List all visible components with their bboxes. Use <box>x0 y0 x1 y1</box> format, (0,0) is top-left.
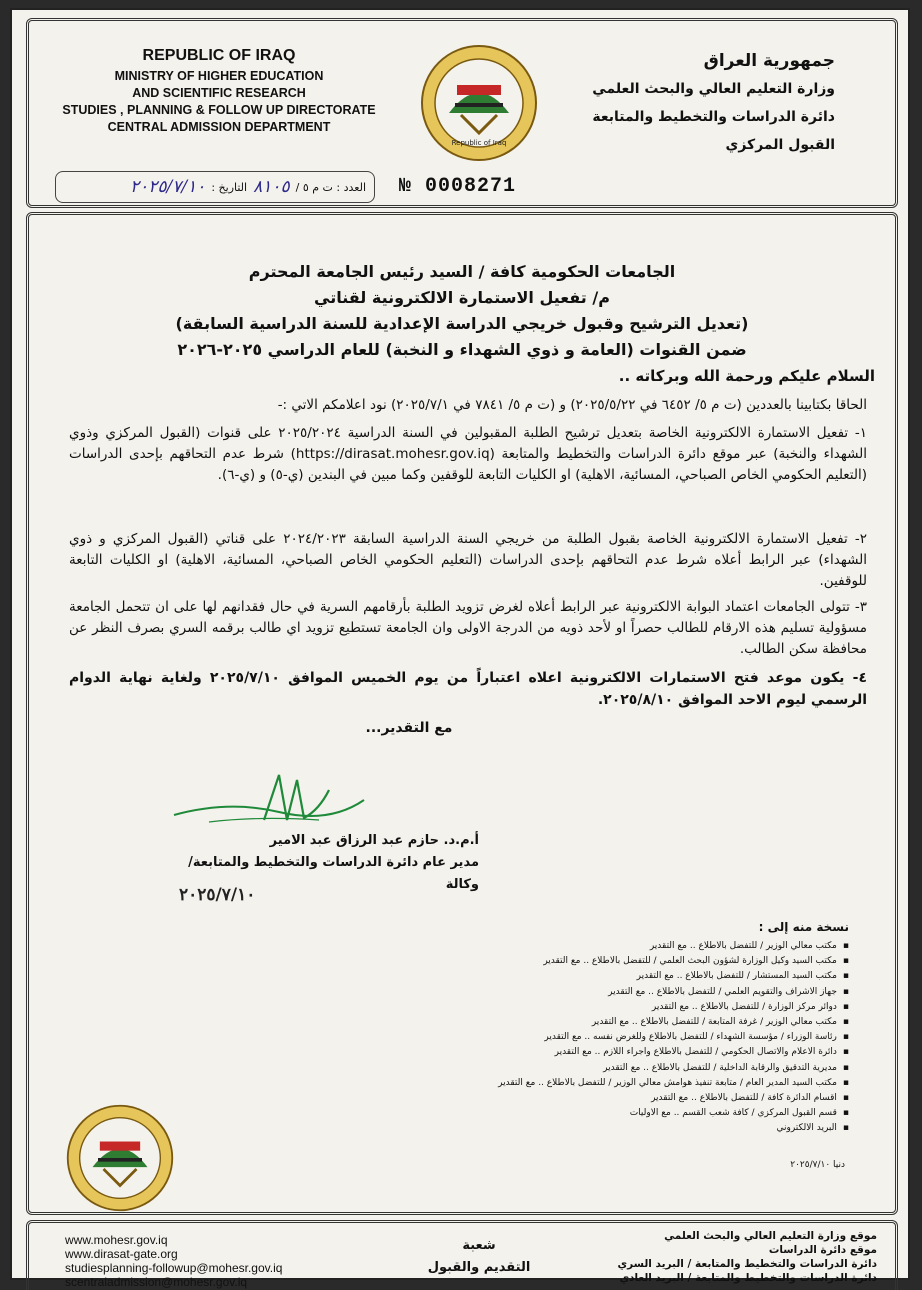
copy-item: ▪ رئاسة الوزراء / مؤسسة الشهداء / للتفضل بالاطلاع وللغرض نفسه .. مع التقدير <box>409 1030 849 1045</box>
footer-contacts <box>65 1233 282 1289</box>
ministry-seal-icon <box>65 1103 175 1213</box>
ar-department: القبول المركزي <box>725 137 835 153</box>
footer <box>26 1220 898 1290</box>
letter-body <box>26 212 898 1215</box>
letter-titles <box>69 259 855 363</box>
copy-item: ▪ مكتب السيد وكيل الوزارة لشؤون البحث العلمي / للتفضل بالاطلاع .. مع التقدير <box>409 954 849 969</box>
footer-division-name: التقديم والقبول <box>427 1260 531 1275</box>
signer-title: مدير عام دائرة الدراسات والتخطيط والمتابعة/وكالة <box>188 855 479 892</box>
en-department: CENTRAL ADMISSION DEPARTMENT <box>107 120 331 134</box>
footer-labels <box>617 1229 877 1285</box>
footer-label-ministry-site: موقع وزارة التعليم العالي والبحث العلمي <box>664 1230 877 1242</box>
ar-ministry: وزارة التعليم العالي والبحث العلمي <box>592 81 835 97</box>
footer-website-gate[interactable]: www.dirasat-gate.org <box>65 1247 178 1261</box>
greeting: السلام عليكم ورحمة الله وبركاته .. <box>618 367 875 385</box>
copy-item: ▪ مكتب معالي الوزير / غرفة المتابعة / للتفضل بالاطلاع .. مع التقدير <box>409 1015 849 1030</box>
subject-detail: (تعديل الترشيح وقبول خريجي الدراسة الإعدادية للسنة الدراسية السابقة) <box>175 314 749 333</box>
date-value: ٢٠٢٥/٧/١٠ <box>129 177 206 197</box>
copy-item: ▪ دوائر مركز الوزارة / للتفضل بالاطلاع .. مع التقدير <box>409 1000 849 1015</box>
copy-item: ▪ قسم القبول المركزي / كافة شعب القسم .. مع الاوليات <box>409 1106 849 1121</box>
en-ministry: MINISTRY OF HIGHER EDUCATION <box>114 69 324 83</box>
footer-division-label: شعبة <box>462 1238 496 1253</box>
copy-item: ▪ مكتب السيد المدير العام / متابعة تنفيذ هوامش معالي الوزير / للتفضل بالاطلاع .. مع التقدير <box>409 1076 849 1091</box>
subject: م/ تفعيل الاستمارة الالكترونية لقناتي <box>314 288 610 307</box>
copies-list <box>409 939 849 1137</box>
document-sheet <box>10 8 910 1289</box>
copy-item: ▪ مكتب معالي الوزير / للتفضل بالاطلاع .. مع التقدير <box>409 939 849 954</box>
ref-label: العدد : ت م ٥ / <box>295 180 366 194</box>
item-2: ٢- تفعيل الاستمارة الالكترونية الخاصة بقبول الطلبة من خريجي السنة الدراسية السابقة ٢٠٢٤/٢٠٢٣ على قناتي (القبول المركزي و ذوي الشهداء) عبر الرابط أعلاه شرط عدم التحاقهم بإحدى الدراسات (التعليم الحكومي الخاص الصباحي، المسائية، الاهلية) او الكليات التابعة للوقفين. <box>69 531 867 589</box>
footer-division <box>419 1235 539 1279</box>
copy-item: ▪ البريد الالكتروني <box>409 1121 849 1136</box>
copies-note: دنيا ٢٠٢٥/٧/١٠ <box>790 1160 845 1170</box>
doc-number-value: 0008271 <box>425 175 517 198</box>
doc-number-label: № <box>399 175 413 198</box>
ref-value: ٨١٠٥ <box>253 177 290 197</box>
copy-item: ▪ دائرة الاعلام والاتصال الحكومي / للتفضل بالاطلاع واجراء اللازم .. مع التقدير <box>409 1045 849 1060</box>
footer-label-secret-mail: دائرة الدراسات والتخطيط والمتابعة / البريد السري <box>617 1258 877 1270</box>
item-3: ٣- تتولى الجامعات اعتماد البوابة الالكترونية عبر الرابط أعلاه لغرض تزويد الطلبة بأرقامهم السرية في حال فقدانهم لها على ان تتحمل الجامعة مسؤولية تسليم هذه الارقام للطالب حصراً او لأحد ذويه من الدرجة الاولى وان الجامعة تستطيع تزويد اي طالب برقمه السري بصرف النظر عن محافظة سكن الطالب. <box>69 599 867 657</box>
item-4: ٤- يكون موعد فتح الاستمارات الالكترونية اعلاه اعتباراً من يوم الخميس الموافق ٢٠٢٥/٧/١٠ ولغاية نهاية الدوام الرسمي ليوم الاحد الموافق ٢٠٢٥/٨/١٠. <box>69 670 867 708</box>
en-country: REPUBLIC OF IRAQ <box>142 47 296 64</box>
subject-channels: ضمن القنوات (العامة و ذوي الشهداء و النخبة) للعام الدراسي ٢٠٢٥-٢٠٢٦ <box>177 340 747 359</box>
en-directorate: STUDIES , PLANNING & FOLLOW UP DIRECTORATE <box>62 103 376 117</box>
footer-website-ministry[interactable]: www.mohesr.gov.iq <box>65 1233 168 1247</box>
footer-label-studies-site: موقع دائرة الدراسات <box>768 1244 877 1256</box>
ar-country: جمهورية العراق <box>703 51 835 71</box>
intro-paragraph: الحاقا بكتابينا بالعددين (ت م ٥/ ٦٤٥٢ في ٢٠٢٥/٥/٢٢) و (ت م ٥/ ٧٨٤١ في ٢٠٢٥/٧/١) نود اعلامكم الاتي :- <box>277 397 867 413</box>
copy-item: ▪ اقسام الدائرة كافة / للتفضل بالاطلاع .. مع التقدير <box>409 1091 849 1106</box>
closing: مع التقدير... <box>365 720 453 736</box>
date-label: التاريخ : <box>211 180 248 194</box>
document-number <box>399 175 516 198</box>
signer-name: أ.م.د. حازم عبد الرزاق عبد الامير <box>269 833 479 848</box>
footer-email-secret[interactable]: studiesplanning-followup@mohesr.gov.iq <box>65 1261 283 1275</box>
arabic-letterhead <box>555 47 835 159</box>
footer-email-regular[interactable]: scentraladmission@mohesr.gov.iq <box>65 1275 248 1289</box>
reference-box <box>55 171 375 203</box>
copies-title: نسخة منه إلى : <box>758 920 849 934</box>
letterhead <box>26 18 898 208</box>
item-1: ١- تفعيل الاستمارة الالكترونية الخاصة بتعديل ترشيح الطلبة المقبولين في السنة الدراسية ٢٠٢٥/٢٠٢٤ على قنوات (القبول المركزي وذوي الشهداء والنخبة) عبر موقع دائرة الدراسات والتخطيط والمتابعة (https://dirasat.mohesr.gov.iq) شرط عدم التحاقهم بإحدى الدراسات (التعليم الحكومي الخاص الصباحي، المسائية، الاهلية) او الكليات التابعة للوقفين وكما مبين في البندين (ي-٥) و (ي-٦). <box>69 425 868 483</box>
ministry-logo <box>419 43 539 163</box>
copy-item: ▪ مكتب السيد المستشار / للتفضل بالاطلاع .. مع التقدير <box>409 969 849 984</box>
footer-label-regular-mail: دائرة الدراسات والتخطيط والمتابعة / البريد العادي <box>619 1272 877 1284</box>
signature-image <box>169 770 369 830</box>
ar-directorate: دائرة الدراسات والتخطيط والمتابعة <box>592 109 835 125</box>
logo-caption: Republic of Iraq <box>451 139 507 147</box>
signature-date: ٢٠٢٥/٧/١٠ <box>179 885 256 905</box>
addressee: الجامعات الحكومية كافة / السيد رئيس الجامعة المحترم <box>248 262 676 281</box>
english-letterhead <box>49 47 389 136</box>
copy-item: ▪ جهاز الاشراف والتقويم العلمي / للتفضل بالاطلاع .. مع التقدير <box>409 985 849 1000</box>
copy-item: ▪ مديرية التدقيق والرقابة الداخلية / للتفضل بالاطلاع .. مع التقدير <box>409 1061 849 1076</box>
en-ministry-2: AND SCIENTIFIC RESEARCH <box>132 86 306 100</box>
